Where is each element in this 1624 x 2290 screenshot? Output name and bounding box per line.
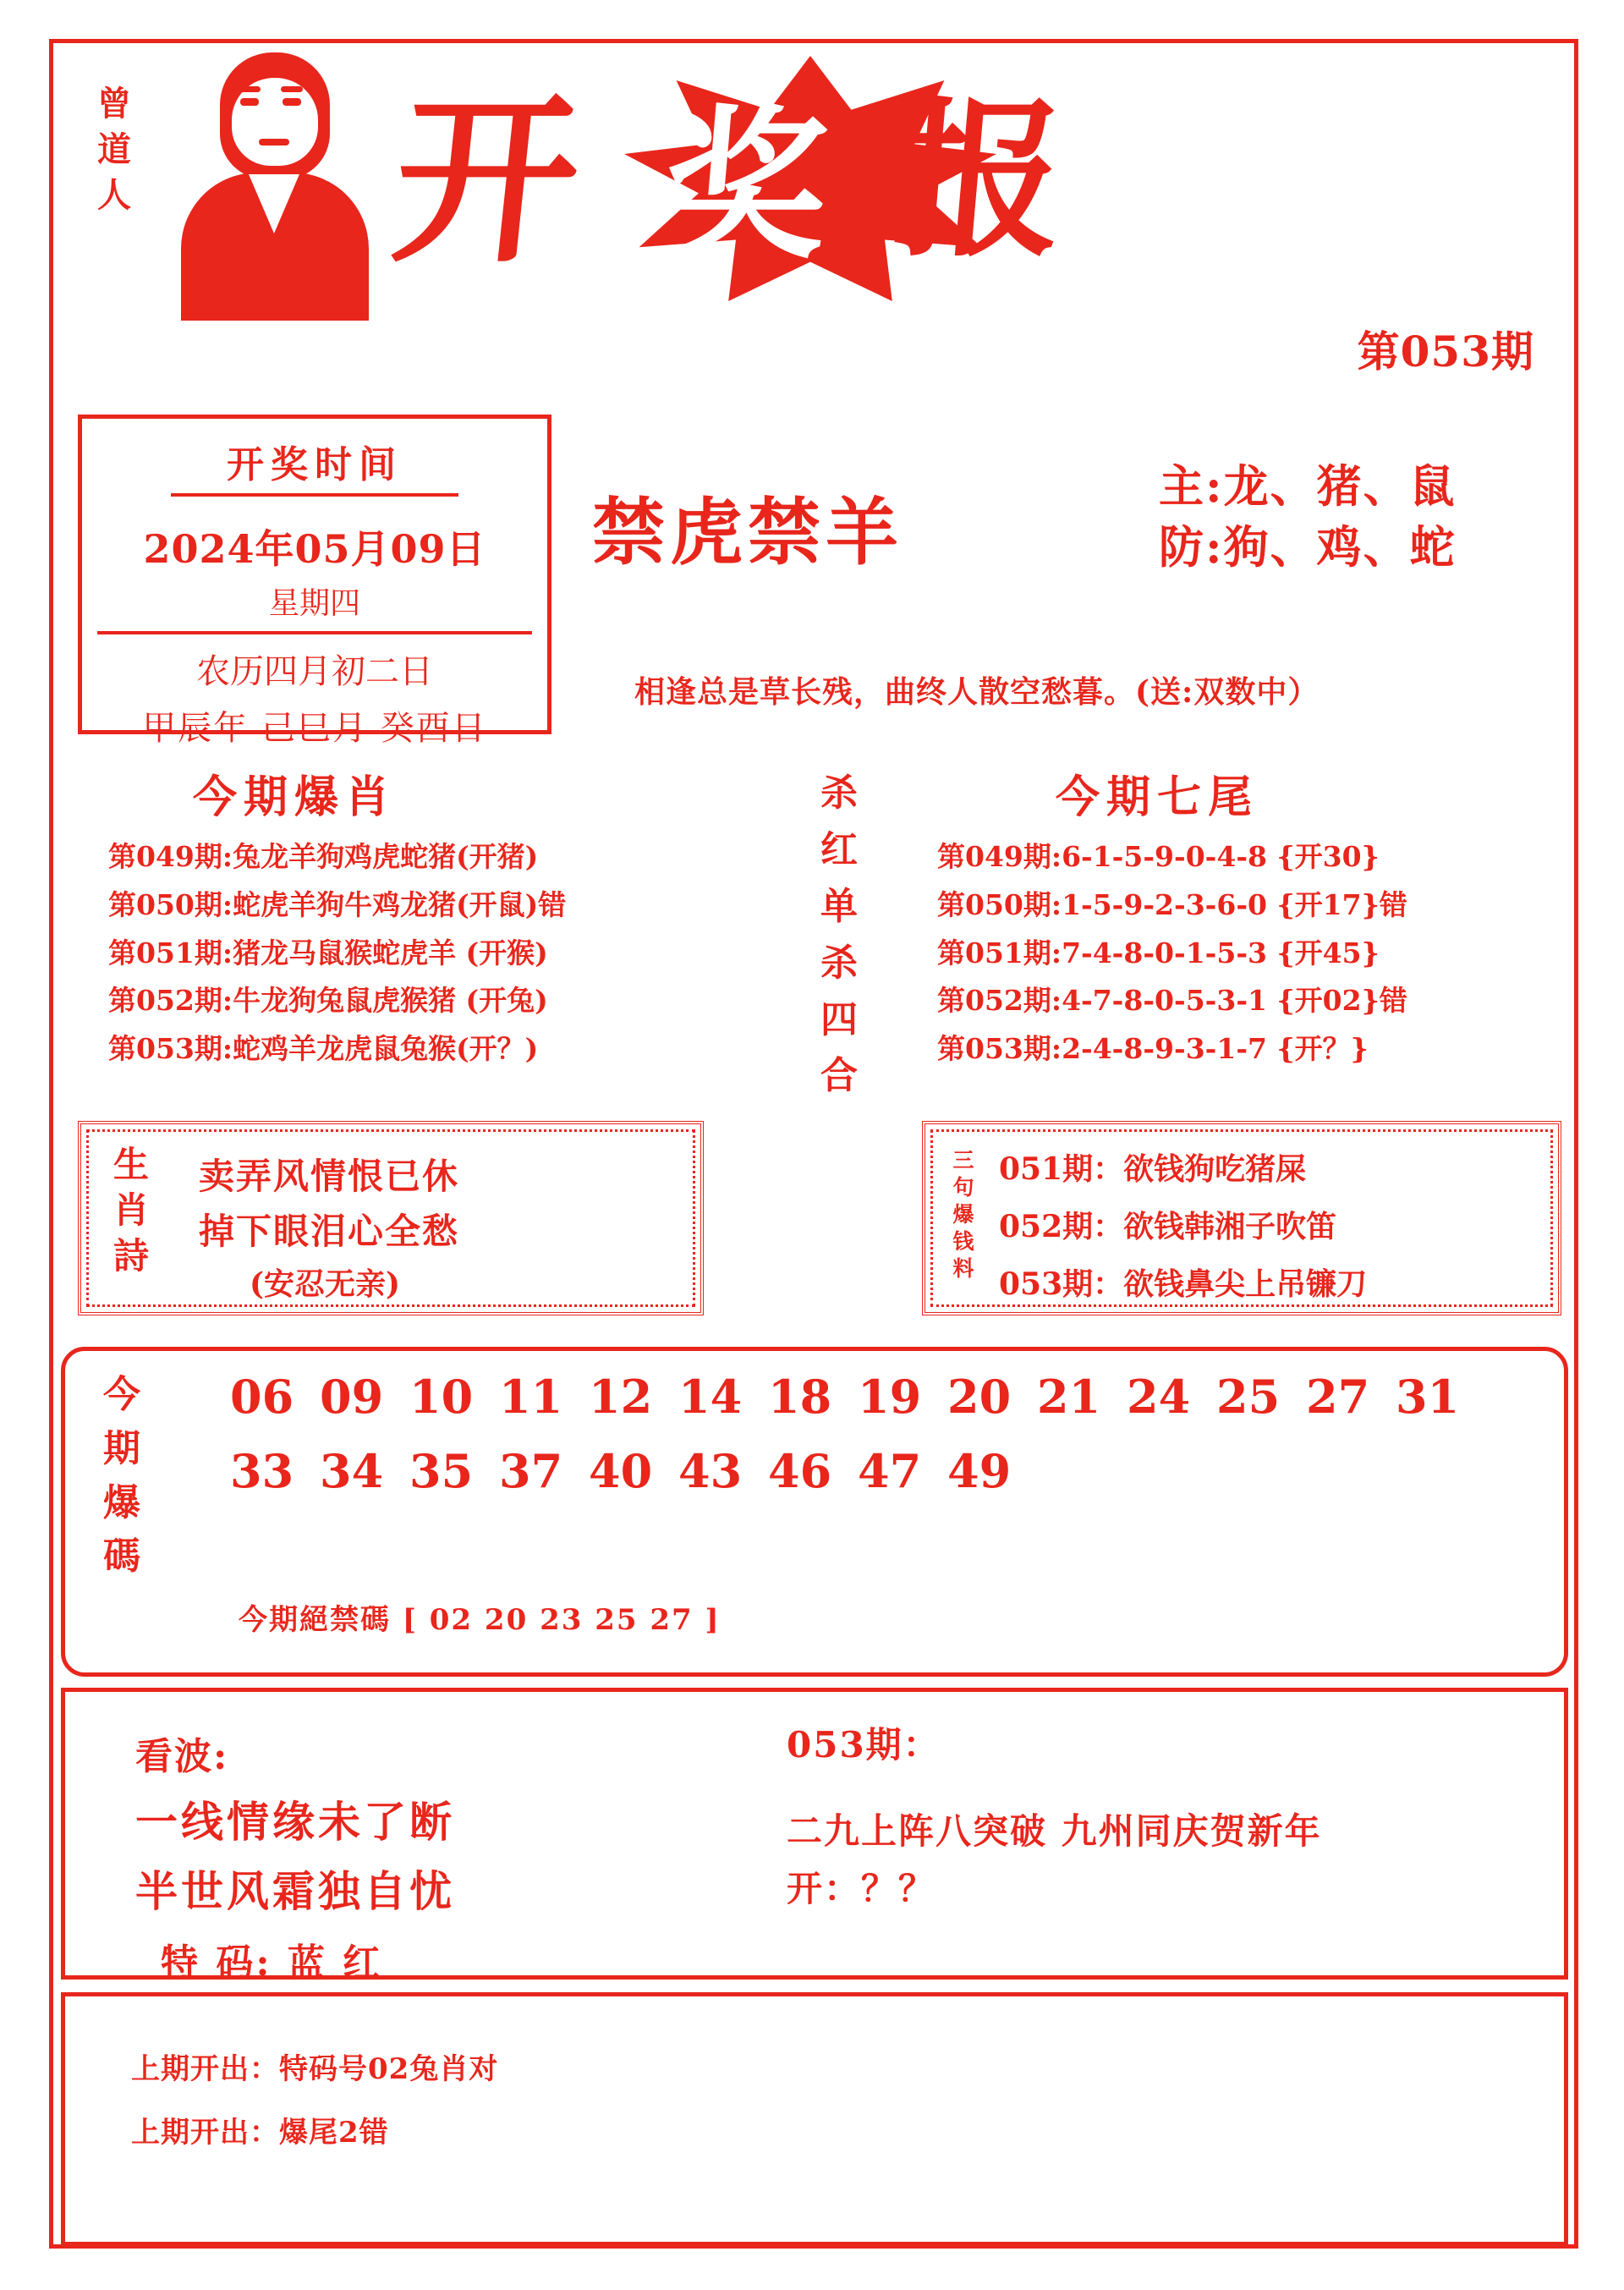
list-item: 第052期:4-7-8-0-5-3-1 {开02}错 [937,984,1407,1018]
issue-number: 第053期 [1357,327,1534,376]
list-item: 第050期:蛇虎羊狗牛鸡龙猪(开鼠)错 [108,887,567,921]
forbidden-numbers [239,1596,721,1638]
slogan-poem: 相逢总是草长残，曲终人散空愁暮。(送:双数中） [634,674,1320,710]
list-item: 第053期:2-4-8-9-3-1-7 {开？} [937,1032,1369,1065]
zodiac-poem-line2: 掉下眼泪心全愁 [199,1211,460,1252]
numbers-label-char-4: 碼 [103,1535,140,1579]
footer-box [61,1992,1568,2246]
kanbo-line2: 半世风霜独自忧 [135,1866,455,1916]
numbers-row-2 [230,1444,1012,1498]
portrait-eye-left [240,98,259,106]
number-cell: 14 [678,1370,743,1424]
numbers-label-char-1: 今 [103,1373,140,1416]
zodiac-label-char-1: 生 [112,1144,149,1185]
three-sentence-inner [930,1129,1553,1307]
vertical-char-4: 杀 [820,941,858,985]
right-poem-line2: 开：？？ [787,1868,936,1909]
left-section-title: 今期爆肖 [193,772,397,823]
right-poem-line1: 二九上阵八突破 九州同庆贺新年 [787,1810,1322,1852]
number-cell: 35 [409,1444,474,1498]
numbers-row-1 [230,1370,1460,1424]
number-cell: 40 [589,1444,653,1498]
right-section-list [937,833,1563,1074]
masthead-char-1: 开 [384,74,590,288]
number-cell: 10 [409,1370,474,1424]
vertical-char-2: 红 [820,827,858,871]
seal-char-1: 曾 [97,84,133,124]
list-item: 053期：欲钱鼻尖上吊镰刀 [999,1266,1368,1302]
draw-date-ganzhi: 甲辰年 己巳月 癸酉日 [142,709,487,748]
draw-time-title: 开奖时间 [82,434,547,488]
three-sentence-label [946,1147,980,1282]
number-cell: 43 [678,1444,743,1498]
draw-date-weekday: 星期四 [268,586,360,621]
zhu-fang-block [1159,457,1556,578]
seal-char-3: 人 [97,175,133,215]
draw-date-gregorian: 2024年05月09日 [143,526,486,572]
seal-char-2: 道 [97,129,133,169]
seal-stamp [64,56,166,335]
numbers-label-char-3: 爆 [103,1480,140,1524]
vertical-char-6: 合 [820,1054,858,1098]
portrait-mouth [259,139,289,146]
number-cell: 31 [1396,1370,1460,1424]
footer-line-1: 上期开出：特码号02兔肖对 [131,2052,499,2086]
masthead-char-3: 报 [886,81,1073,280]
zodiac-poem-box [78,1121,704,1315]
vertical-char-5: 四 [820,997,858,1041]
three-label-char-3: 爆 [952,1202,974,1227]
number-cell: 27 [1306,1370,1370,1424]
number-cell: 19 [858,1370,922,1424]
list-item: 第051期:7-4-8-0-1-5-3 {开45} [937,936,1380,969]
right-poem-title: 053期： [787,1724,941,1766]
kanbo-special-code: 特 码: 蓝 红 [161,1941,383,1985]
list-item: 第053期:蛇鸡羊龙虎鼠兔猴(开？) [108,1032,539,1065]
number-cell: 11 [499,1370,563,1424]
list-item: 第049期:6-1-5-9-0-4-8 {开30} [937,840,1380,873]
number-cell: 24 [1127,1370,1191,1424]
number-cell: 12 [589,1370,653,1424]
number-cell: 06 [230,1370,294,1424]
list-item: 051期：欲钱狗吃猪屎 [999,1151,1307,1187]
portrait-eye-right [283,98,301,106]
kanbo-block [135,1726,677,1986]
masthead-title [384,56,1276,335]
number-cell: 18 [768,1370,832,1424]
three-label-char-5: 料 [952,1256,974,1281]
right-section-title: 今期七尾 [1056,772,1259,823]
portrait-brow-right [281,86,303,92]
fang-line: 防:狗、鸡、蛇 [1159,520,1457,574]
number-cell: 21 [1037,1370,1101,1424]
number-cell: 34 [320,1444,384,1498]
number-cell: 49 [947,1444,1012,1498]
number-cell: 25 [1216,1370,1281,1424]
numbers-box [61,1347,1568,1677]
portrait-icon [176,47,370,318]
three-label-char-2: 句 [952,1175,974,1200]
vertical-char-3: 单 [820,884,858,928]
forbidden-values: [ 02 20 23 25 27 ] [402,1603,721,1637]
numbers-label-char-2: 期 [103,1426,140,1470]
numbers-label [92,1368,151,1584]
zodiac-poem-line1: 卖弄风情恨已休 [199,1156,460,1197]
header [49,39,1578,377]
main-slogan: 禁虎禁羊 [592,490,903,575]
draw-date-lunar: 农历四月初二日 [196,652,433,691]
three-label-char-4: 钱 [952,1229,974,1254]
portrait-brow-left [239,86,261,92]
number-cell: 33 [230,1444,294,1498]
number-cell: 37 [499,1444,563,1498]
list-item: 052期：欲钱韩湘子吹笛 [999,1209,1337,1244]
zhu-line: 主:龙、猪、鼠 [1159,460,1457,513]
footer-line-2: 上期开出：爆尾2错 [131,2116,389,2150]
zodiac-poem-label [107,1142,155,1278]
vertical-middle-text [805,766,873,1105]
date-divider [97,631,532,634]
draw-time-box [78,415,551,748]
number-cell: 46 [768,1444,832,1498]
zodiac-label-char-2: 肖 [112,1189,149,1231]
number-cell: 09 [320,1370,384,1424]
zodiac-poem-line3: (安忍无亲) [250,1266,401,1302]
masthead-char-2: 奖 [653,88,837,282]
vertical-char-1: 杀 [820,772,858,815]
list-item: 第049期:兔龙羊狗鸡虎蛇猪(开猪) [108,840,539,873]
number-cell: 20 [947,1370,1012,1424]
kanbo-title: 看波: [135,1735,229,1778]
list-item: 第051期:猪龙马鼠猴蛇虎羊 (开猴) [108,936,548,969]
list-item: 第050期:1-5-9-2-3-6-0 {开17}错 [937,887,1407,921]
three-label-char-1: 三 [952,1148,974,1172]
zodiac-poem-inner [86,1129,695,1307]
zodiac-label-char-3: 詩 [112,1234,149,1277]
left-section-list [108,833,776,1074]
list-item: 第052期:牛龙狗兔鼠虎猴猪 (开兔) [108,984,548,1018]
right-poem-block [787,1717,1531,1912]
kanbo-line1: 一线情缘未了断 [135,1797,455,1847]
forbidden-label: 今期絕禁碼 [239,1603,391,1637]
three-sentence-box [922,1121,1561,1315]
number-cell: 47 [858,1444,922,1498]
